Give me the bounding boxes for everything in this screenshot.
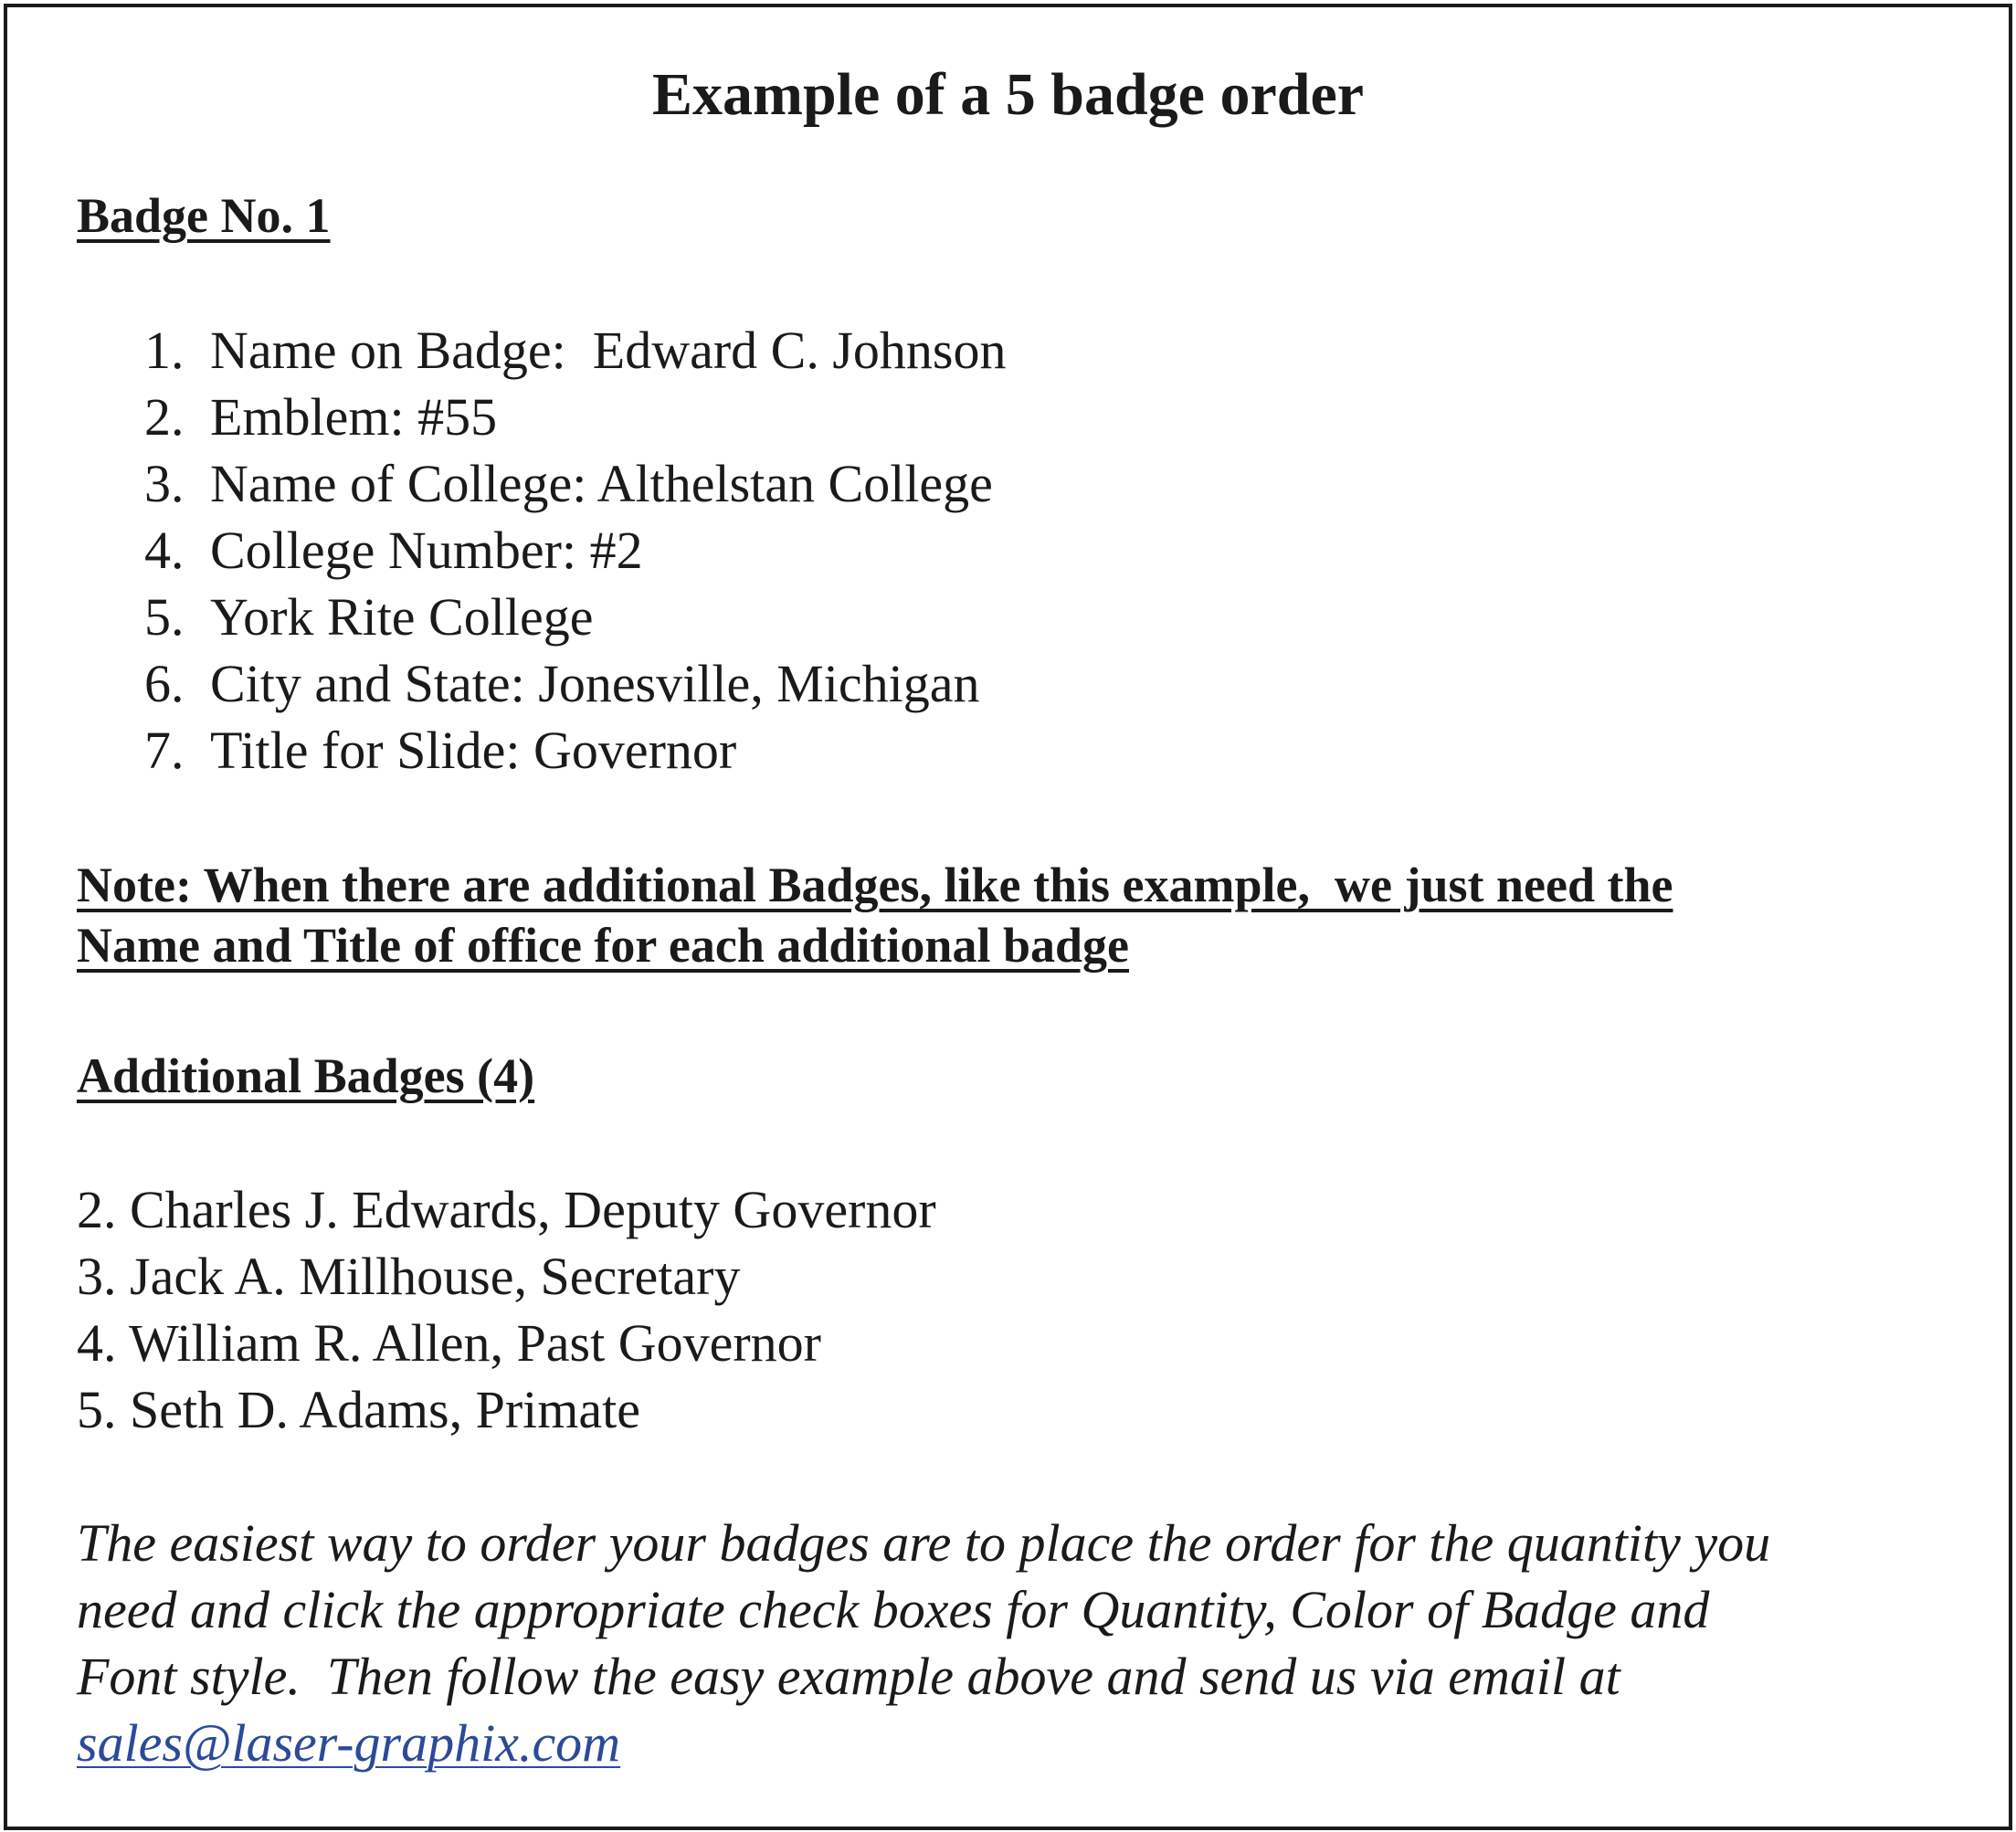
ordering-instructions: [77, 1510, 1995, 1776]
list-item: [144, 317, 1006, 384]
list-item-number: 4.: [144, 521, 185, 580]
list-item: [144, 450, 1006, 517]
list-item-text: College Number: #2: [210, 521, 643, 580]
additional-badges-note: [77, 855, 1977, 975]
list-item-number: 5.: [144, 587, 185, 647]
list-item: [144, 584, 1006, 650]
instructions-line-1: The easiest way to order your badges are to place the order for the quantity you: [77, 1513, 1771, 1573]
list-item-text: City and State: Jonesville, Michigan: [210, 654, 980, 713]
list-item-text: Name on Badge: Edward C. Johnson: [210, 321, 1007, 380]
additional-badges-heading: Additional Badges (4): [77, 1048, 535, 1103]
list-item-number: 2.: [144, 387, 185, 447]
additional-badges-list: [77, 1176, 936, 1443]
page-title: Example of a 5 badge order: [651, 61, 1365, 128]
list-item: 2. Charles J. Edwards, Deputy Governor: [77, 1180, 936, 1239]
list-item: 4. William R. Allen, Past Governor: [77, 1313, 821, 1373]
list-item: [144, 384, 1006, 450]
list-item-text: York Rite College: [210, 587, 594, 647]
list-item-text: Title for Slide: Governor: [210, 721, 737, 780]
list-item-text: Emblem: #55: [210, 387, 498, 447]
note-line-2: Name and Title of office for each additional badge: [77, 918, 1129, 973]
list-item-number: 7.: [144, 721, 185, 780]
sales-email-link[interactable]: sales@laser-graphix.com: [77, 1713, 621, 1773]
list-item: 3. Jack A. Millhouse, Secretary: [77, 1247, 741, 1306]
list-item: 5. Seth D. Adams, Primate: [77, 1380, 641, 1439]
list-item: [144, 650, 1006, 717]
list-item-number: 3.: [144, 454, 185, 513]
list-item: [144, 517, 1006, 584]
list-item-text: Name of College: Althelstan College: [210, 454, 993, 513]
instructions-line-3: Font style. Then follow the easy example above and send us via email at: [77, 1647, 1620, 1706]
instructions-line-2: need and click the appropriate check boxes for Quantity, Color of Badge and: [77, 1580, 1710, 1639]
list-item-number: 1.: [144, 321, 185, 380]
badge-one-heading: Badge No. 1: [77, 188, 331, 243]
note-line-1: Note: When there are additional Badges, like this example, we just need the: [77, 858, 1673, 912]
list-item: [144, 717, 1006, 784]
badge-one-list: [144, 317, 1006, 784]
list-item-number: 6.: [144, 654, 185, 713]
document-frame: [4, 4, 2012, 1830]
